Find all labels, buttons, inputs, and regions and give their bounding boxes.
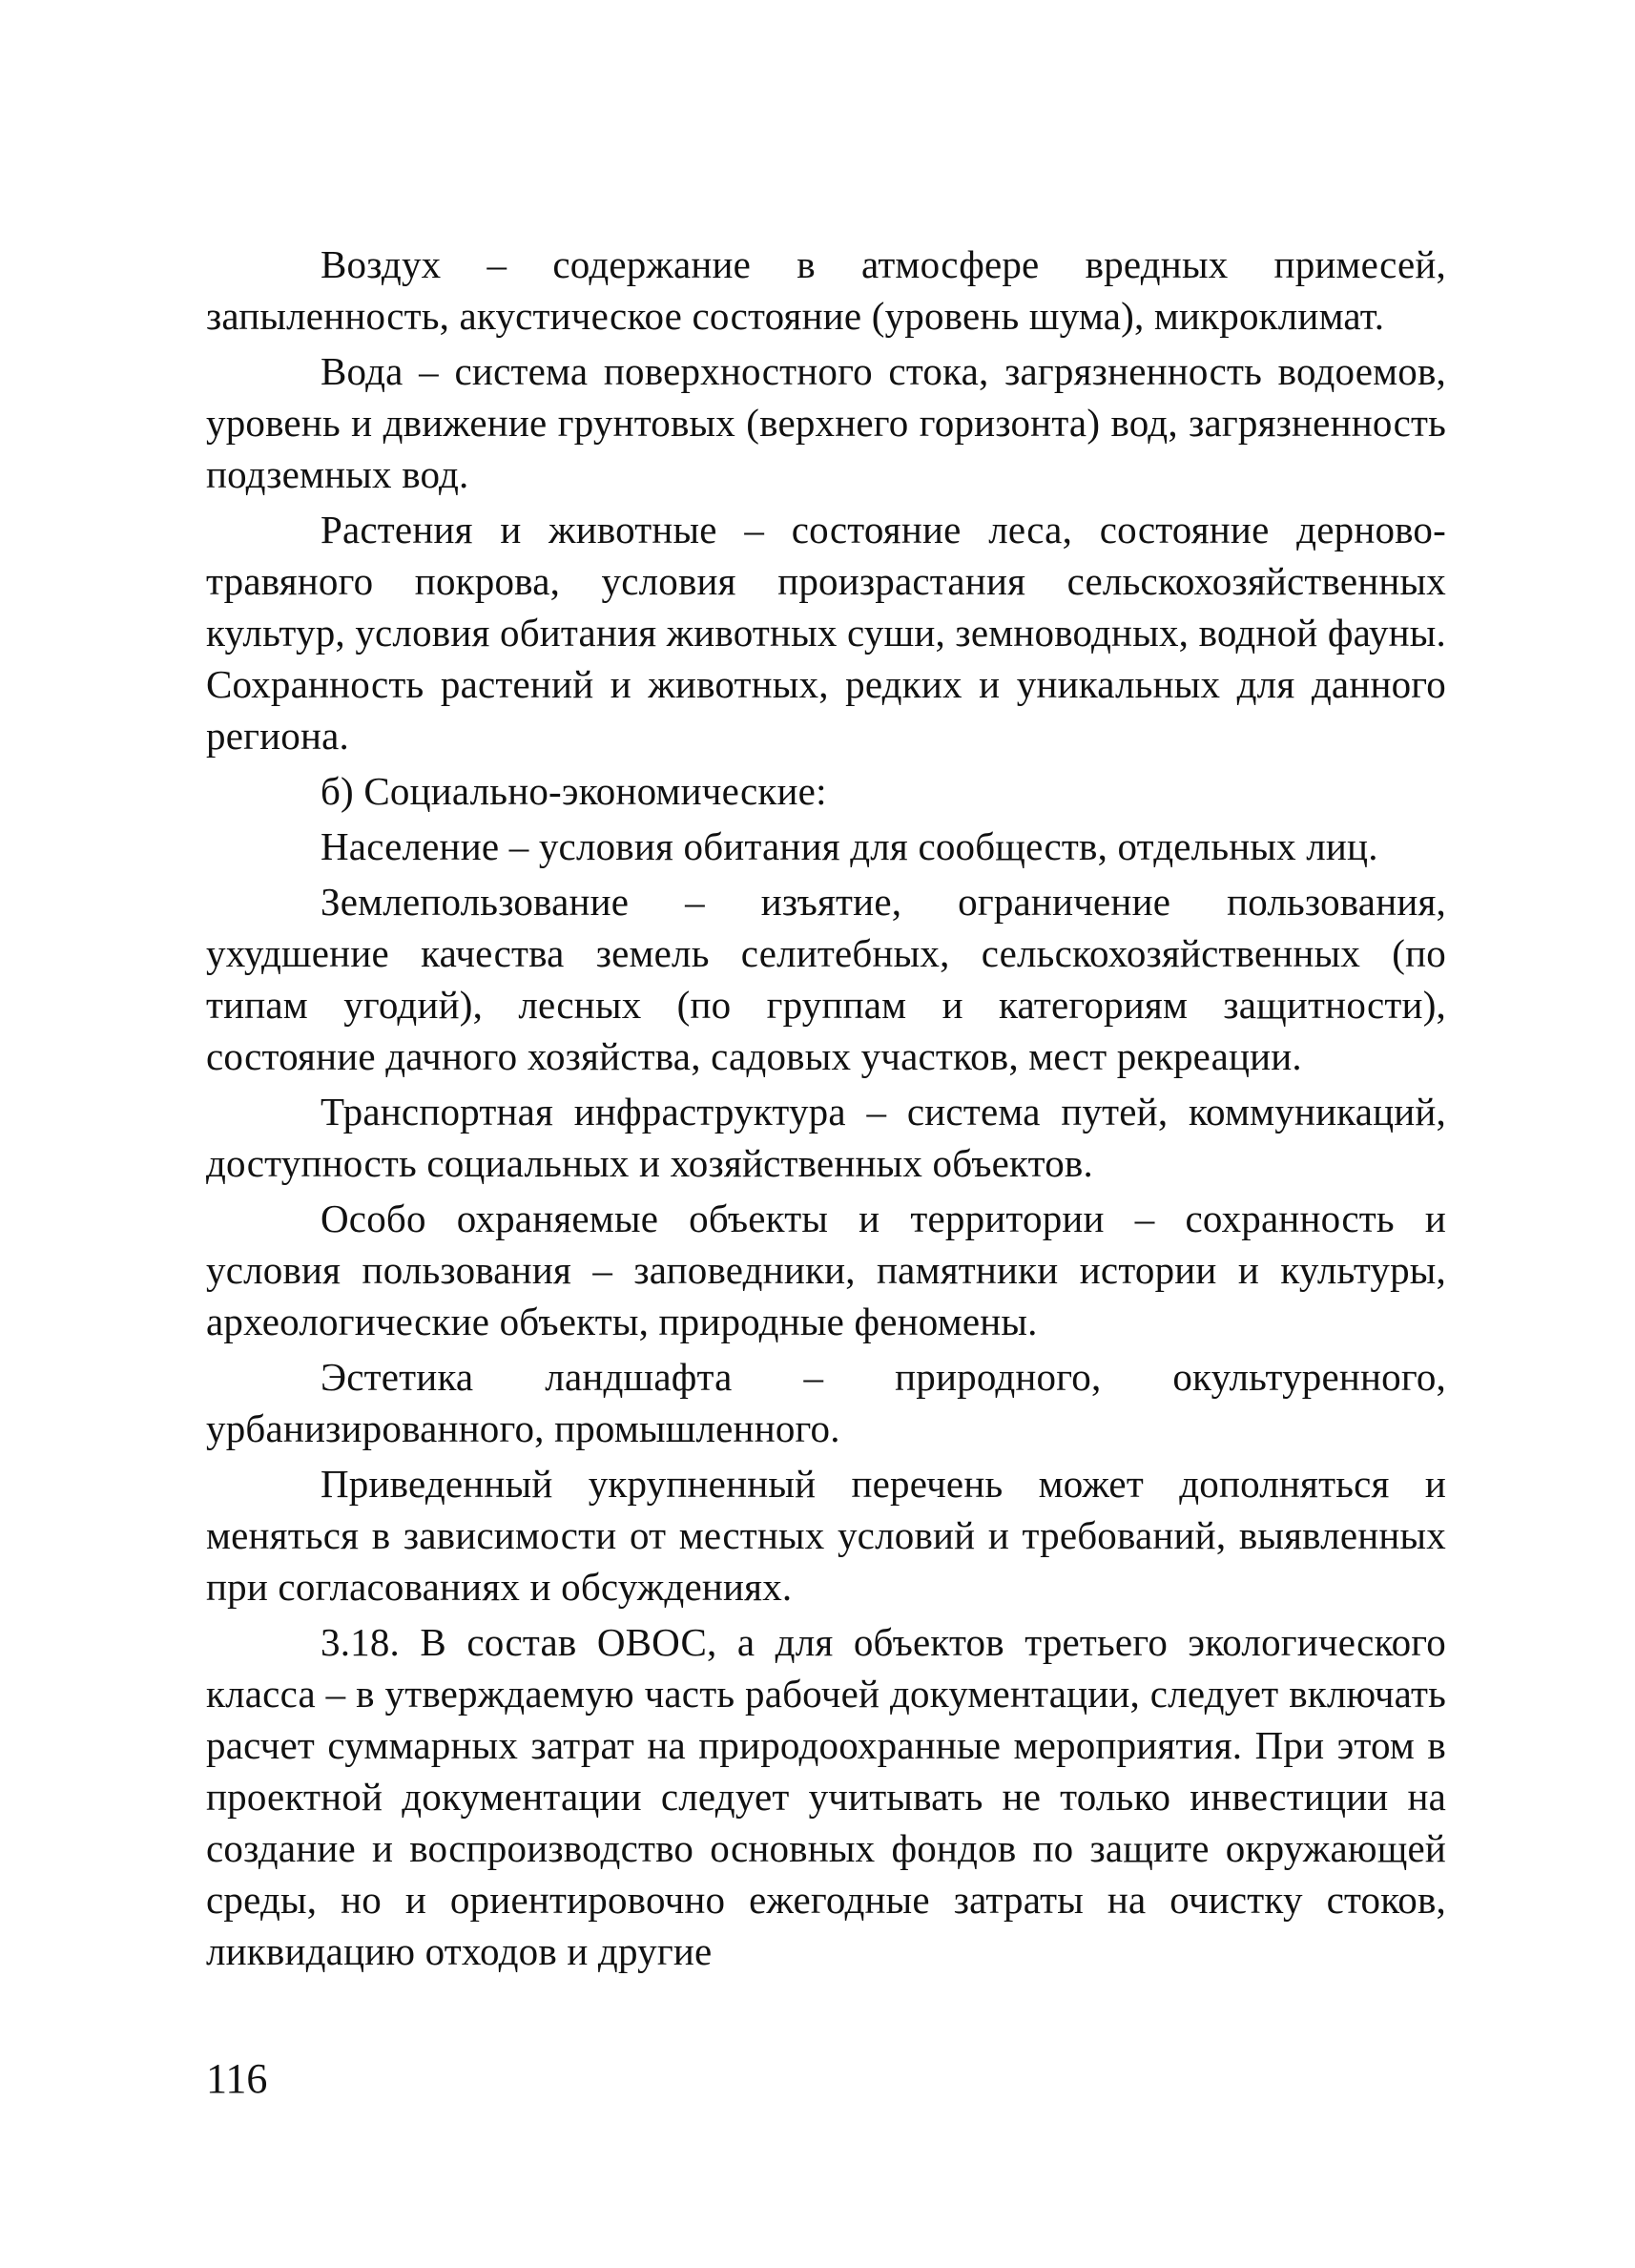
page-number: 116 — [206, 2055, 268, 2102]
paragraph-water: Вода – система поверхностного стока, загрязненность водоемов, уровень и движение грунтовых (верхнего горизонта) вод, загрязненность подземных вод. — [206, 349, 1446, 496]
paragraph-landscape-aesthetics: Эстетика ландшафта – природного, окультуренного, урбанизированного, промышленного. — [206, 1355, 1446, 1450]
paragraph-socio-economic-heading: б) Социально-экономические: — [321, 769, 827, 813]
paragraph-air: Воздух – содержание в атмосфере вредных примесей, запыленность, акустическое состояние (уровень шума), микроклимат. — [206, 242, 1446, 338]
paragraph-list-note: Приведенный укрупненный перечень может дополняться и меняться в зависимости от местных условий и требований, выявленных при согласованиях и обсуждениях. — [206, 1462, 1446, 1609]
body-text — [206, 239, 1446, 1981]
paragraph-transport: Транспортная инфраструктура – система путей, коммуникаций, доступность социальных и хозяйственных объектов. — [206, 1090, 1446, 1185]
paragraph-section-3-18: 3.18. В состав ОВОС, а для объектов третьего экологического класса – в утверждаемую часть рабочей документации, следует включать расчет суммарных затрат на природоохранные мероприятия. При этом в проектной документации следует учитывать не только инвестиции на создание и воспроизводство основных фондов по защите окружающей среды, но и ориентировочно ежегодные затраты на очистку стоков, ликвидацию отходов и другие — [206, 1620, 1446, 1973]
paragraph-population: Население – условия обитания для сообществ, отдельных лиц. — [321, 824, 1378, 868]
paragraph-land-use: Землепользование – изъятие, ограничение пользования, ухудшение качества земель селитебных, сельскохозяйственных (по типам угодий), лесных (по группам и категориям защитности), состояние дачного хозяйства, садовых участков, мест рекреации. — [206, 880, 1446, 1078]
paragraph-plants-animals: Растения и животные – состояние леса, состояние дерново-травяного покрова, условия произрастания сельскохозяйственных культур, условия обитания животных суши, земноводных, водной фауны. Сохранность растений и животных, редких и уникальных для данного региона. — [206, 508, 1446, 758]
paragraph-protected-areas: Особо охраняемые объекты и территории – сохранность и условия пользования – заповедники, памятники истории и культуры, археологические объекты, природные феномены. — [206, 1196, 1446, 1343]
